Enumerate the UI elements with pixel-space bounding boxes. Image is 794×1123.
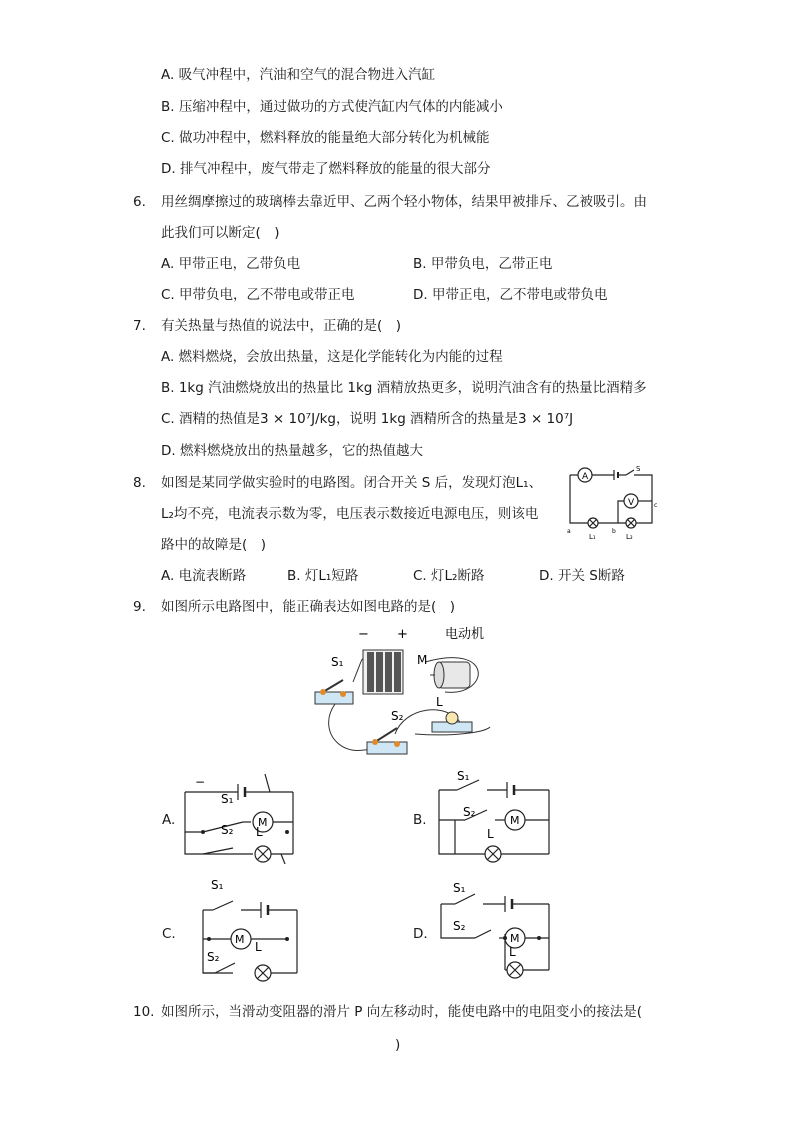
switch-s1-icon <box>315 680 353 704</box>
q8-number: 8. <box>133 475 146 491</box>
motor-symbol-label: M <box>258 816 268 829</box>
q9-option-d-label: D. <box>413 926 428 942</box>
q6-stem-line2: 此我们可以断定( ) <box>161 225 280 241</box>
q7-option-b: B. 1kg 汽油燃烧放出的热量比 1kg 酒精放热更多，说明汽油含有的热量比酒精多 <box>161 380 647 396</box>
q7-option-d: D. 燃料燃烧放出的热量越多，它的热值越大 <box>161 443 423 459</box>
q7-option-c: C. 酒精的热值是3 × 10⁷J/kg，说明 1kg 酒精所含的热量是3 × 10⁷J <box>161 411 574 427</box>
l1-label: L₁ <box>589 533 596 541</box>
q10-stem-line2: ) <box>395 1037 401 1053</box>
q5-option-d: D. 排气冲程中，废气带走了燃料释放的能量的很大部分 <box>161 161 491 177</box>
s2-label: S₂ <box>221 823 234 837</box>
q6-option-c: C. 甲带负电，乙不带电或带正电 <box>161 287 355 303</box>
q6-stem-line1: 用丝绸摩擦过的玻璃棒去靠近甲、乙两个轻小物体，结果甲被排斥、乙被吸引。由 <box>161 194 647 210</box>
q9-option-a-label: A. <box>162 812 176 828</box>
s2-label: S₂ <box>463 805 476 819</box>
battery-pack-icon <box>363 650 403 694</box>
node-c-label: c <box>654 502 658 509</box>
l-label: L <box>436 695 443 709</box>
q7-number: 7. <box>133 318 146 334</box>
q8-option-d: D. 开关 S断路 <box>539 568 625 584</box>
q5-option-a: A. 吸气冲程中，汽油和空气的混合物进入汽缸 <box>161 67 436 83</box>
s2-label: S₂ <box>453 919 466 933</box>
switch-label: S <box>636 465 641 473</box>
s1-label: S₁ <box>221 792 234 806</box>
q8-stem-line1: 如图是某同学做实验时的电路图。闭合开关 S 后，发现灯泡L₁、 <box>161 475 543 491</box>
s1-label: S₁ <box>211 878 224 892</box>
q7-stem: 有关热量与热值的说法中，正确的是( ) <box>161 318 402 334</box>
q5-option-c: C. 做功冲程中，燃料释放的能量绝大部分转化为机械能 <box>161 130 490 146</box>
q9-option-b-diagram <box>435 770 555 866</box>
q9-stem: 如图所示电路图中，能正确表达如图电路的是( ) <box>161 599 456 615</box>
q8-option-a: A. 电流表断路 <box>161 568 247 584</box>
q7-option-a: A. 燃料燃烧，会放出热量，这是化学能转化为内能的过程 <box>161 349 503 365</box>
q9-option-b-label: B. <box>413 812 427 828</box>
q9-number: 9. <box>133 599 146 615</box>
lamp-label: L <box>509 945 516 959</box>
q8-stem-line3: 路中的故障是( ) <box>161 537 267 553</box>
switch-s2-icon <box>367 728 407 754</box>
lamp-label: L <box>255 940 262 954</box>
node-b-label: b <box>612 528 616 535</box>
q6-option-b: B. 甲带负电，乙带正电 <box>413 256 553 272</box>
motor-symbol-label: M <box>510 932 520 945</box>
q5-option-b: B. 压缩冲程中，通过做功的方式使汽缸内气体的内能减小 <box>161 99 503 115</box>
lamp-label: L <box>256 825 263 839</box>
ammeter-label: A <box>582 472 589 482</box>
s1-label: S₁ <box>453 881 466 895</box>
m-label: M <box>417 653 428 667</box>
battery-plus-label: + <box>397 627 408 642</box>
q8-option-c: C. 灯L₂断路 <box>413 568 485 584</box>
q8-circuit-diagram <box>562 465 662 545</box>
s1-label: S₁ <box>457 770 470 783</box>
node-a-label: a <box>567 528 571 535</box>
q6-option-d: D. 甲带正电，乙不带电或带负电 <box>413 287 608 303</box>
q6-option-a: A. 甲带正电，乙带负电 <box>161 256 301 272</box>
motor-symbol-label: M <box>235 933 245 946</box>
l2-label: L₂ <box>626 533 633 541</box>
voltmeter-label: V <box>628 498 635 508</box>
motor-label: 电动机 <box>445 627 485 642</box>
q6-number: 6. <box>133 194 146 210</box>
q9-option-c-diagram <box>183 875 303 985</box>
lamp-label: L <box>487 827 494 841</box>
motor-symbol-label: M <box>510 814 520 827</box>
q9-option-d-diagram <box>435 878 555 982</box>
q9-physical-circuit <box>305 622 500 767</box>
s2-label: S₂ <box>391 709 404 723</box>
s1-label: S₁ <box>331 655 344 669</box>
lamp-icon <box>432 712 472 732</box>
battery-minus-label: − <box>358 627 369 642</box>
q10-number: 10. <box>133 1004 155 1020</box>
motor-icon <box>430 662 470 688</box>
q10-stem-line1: 如图所示，当滑动变阻器的滑片 P 向左移动时，能使电路中的电阻变小的接法是( <box>161 1004 642 1020</box>
q8-option-b: B. 灯L₁短路 <box>287 568 359 584</box>
minus-label: − <box>195 775 206 789</box>
q9-option-a-diagram <box>183 772 303 864</box>
q8-stem-line2: L₂均不亮，电流表示数为零，电压表示数接近电源电压，则该电 <box>161 506 539 522</box>
switch-icon <box>626 470 634 475</box>
q9-option-c-label: C. <box>162 926 176 942</box>
s2-label: S₂ <box>207 950 220 964</box>
